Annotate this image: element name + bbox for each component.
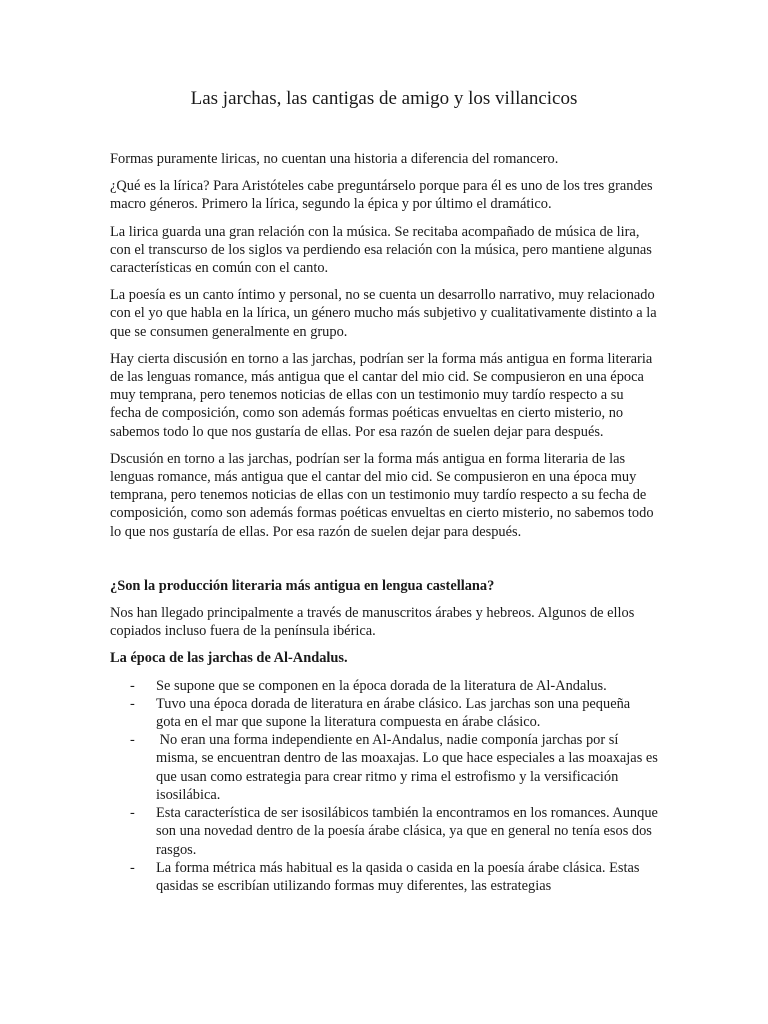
list-item-text: La forma métrica más habitual es la qasida o casida en la poesía árabe clásica. Estas qasidas se escribían utilizando formas muy diferentes, las estrategias [156,859,640,894]
paragraph-jarchas-discussion-repeat: Dscusión en torno a las jarchas, podrían ser la forma más antigua en forma literaria de las lenguas romance, más antigua que el cantar del mio cid. Se compusieron en una época muy temprana, pero tenemos noticias de ellas con un testimonio muy tardío respecto a su fecha de composición, como son además formas poéticas envueltas en cierto misterio, no sabemos todo lo que nos gustaría de ellas. Por esa razón de suelen dejar para después. [110,450,654,540]
list-item-text: No eran una forma independiente en Al-Andalus, nadie componía jarchas por sí misma, se encuentran dentro de las moaxajas. Lo que hace especiales a las moaxajas es que usan como estrategia para crear ritmo y rima el estrofismo y la versificación isosilábica. [156,732,662,803]
paragraph-manuscripts: Nos han llegado principalmente a través de manuscritos árabes y hebreos. Algunos de ellos copiados incluso fuera de la península ibérica. [110,605,635,640]
blank-line [110,550,658,577]
dash-bullet: - [130,732,135,749]
list-item-text: Esta característica de ser isosilábicos también la encontramos en los romances. Aunque son una novedad dentro de la poesía árabe clásica, ya que en general no tenía esos dos rasgos. [156,805,658,858]
paragraph-what-is-lyric: ¿Qué es la lírica? Para Aristóteles cabe preguntárselo porque para él es uno de los tres grandes macro géneros. Primero la lírica, segundo la épica y por último el dramático. [110,178,653,213]
dash-bullet: - [130,695,135,712]
section-heading-jarchas-al-andalus: La época de las jarchas de Al-Andalus. [110,650,348,667]
dash-bullet: - [130,859,135,876]
document-title: Las jarchas, las cantigas de amigo y los villancicos [190,88,578,109]
list-item-text: Tuvo una época dorada de literatura en árabe clásico. Las jarchas son una pequeña gota en el mar que supone la literatura compuesta en árabe clásico. [156,695,631,731]
paragraph-lyric-music: La lirica guarda una gran relación con la música. Se recitaba acompañado de música de lira, con el transcurso de los siglos va perdiendo esa relación con la música, pero mantiene algunas características en común con el canto. [110,223,652,277]
list-item [110,677,658,695]
list-item [110,804,658,859]
paragraph-jarchas-discussion: Hay cierta discusión en torno a las jarchas, podrían ser la forma más antigua en forma literaria de las lenguas romance, más antigua que el cantar del mio cid. Se compusieron en una época muy temprana, pero tenemos noticias de ellas con un testimonio muy tardío respecto a su fecha de composición, como son además formas poéticas envueltas en cierto misterio, no sabemos todo lo que nos gustaría de ellas. Por esa razón de suelen dejar para después. [110,350,653,440]
bullet-list [110,677,662,895]
paragraph-intro: Formas puramente liricas, no cuentan una historia a diferencia del romancero. [110,151,559,167]
list-item [110,859,658,895]
dash-bullet: - [130,677,135,694]
section-heading-oldest-production: ¿Son la producción literaria más antigua en lengua castellana? [110,577,495,594]
paragraph-poetry-intimate: La poesía es un canto íntimo y personal, no se cuenta un desarrollo narrativo, muy relacionado con el yo que habla en la lírica, un género mucho más subjetivo y cualitativamente distinto a la que se consumen generalmente en grupo. [110,287,682,340]
list-item-text: Se supone que se componen en la época dorada de la literatura de Al-Andalus. [156,677,607,694]
list-item [110,695,658,731]
dash-bullet: - [130,805,135,822]
list-item [110,731,662,804]
